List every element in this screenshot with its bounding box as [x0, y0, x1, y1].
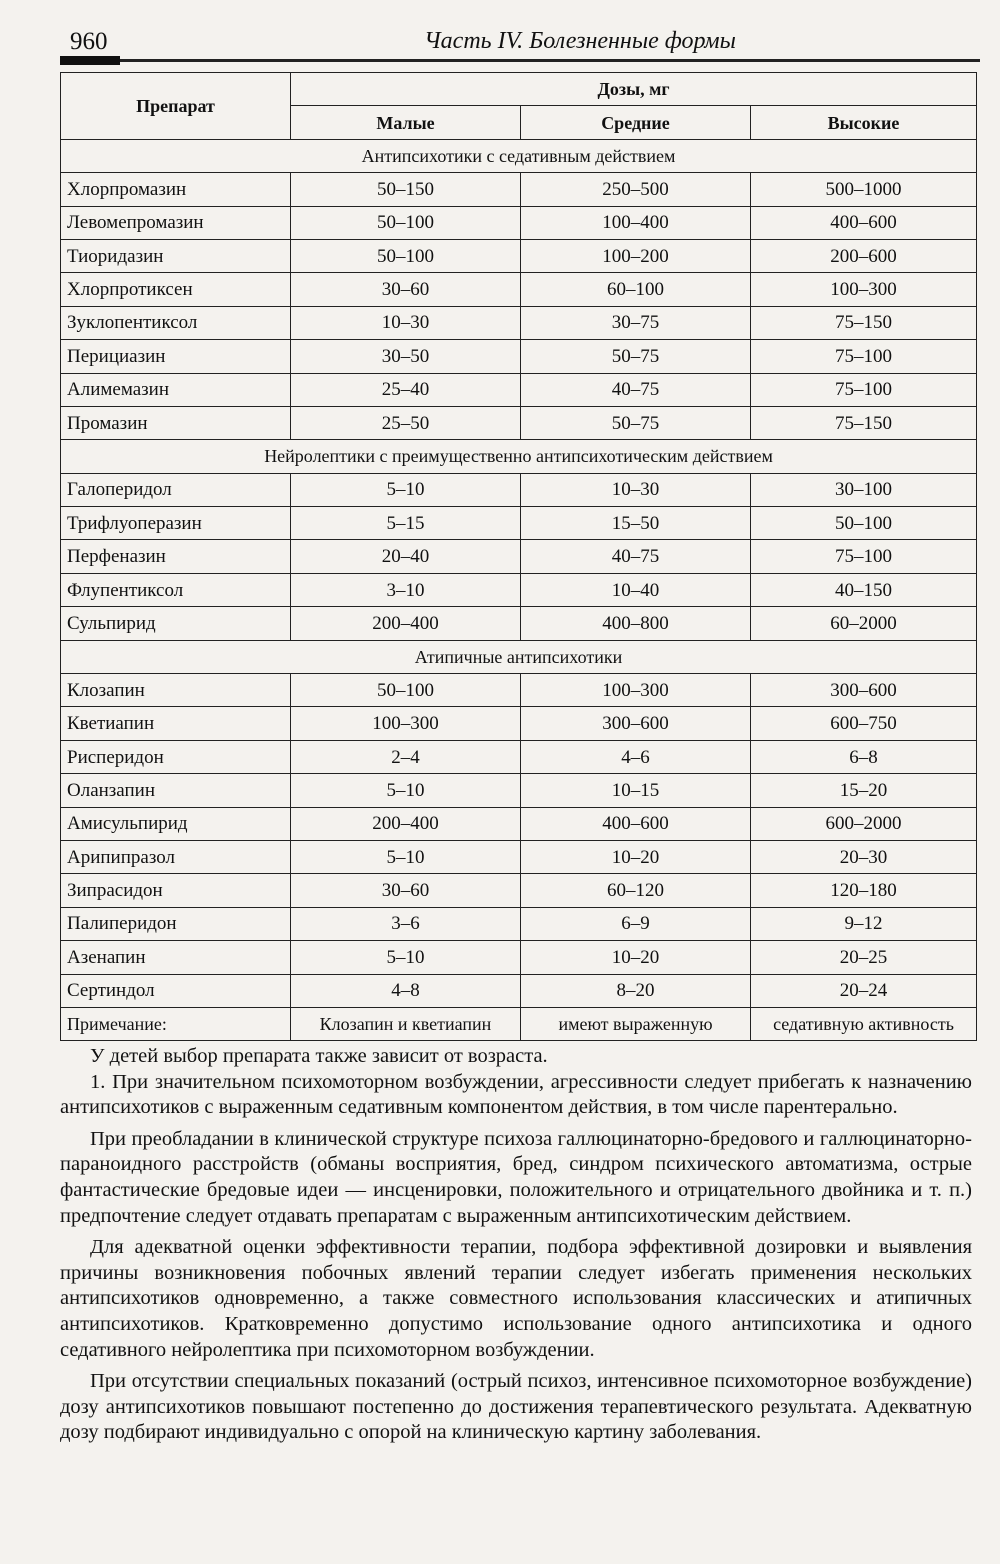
- table-row: [61, 406, 977, 439]
- dose-high: 600–750: [751, 707, 977, 740]
- drug-name: Рисперидон: [61, 740, 291, 773]
- dose-low: 50–100: [291, 206, 521, 239]
- dose-low: 50–150: [291, 173, 521, 206]
- dose-mid: 6–9: [521, 907, 751, 940]
- table-row: [61, 941, 977, 974]
- dose-low: 5–10: [291, 774, 521, 807]
- drug-name: Палиперидон: [61, 907, 291, 940]
- dose-high: 9–12: [751, 907, 977, 940]
- dose-high: 6–8: [751, 740, 977, 773]
- table-row: [61, 740, 977, 773]
- page-number: 960: [70, 28, 108, 55]
- drug-name: Промазин: [61, 406, 291, 439]
- dose-high: 600–2000: [751, 807, 977, 840]
- section-title: Атипичные антипсихотики: [61, 640, 977, 673]
- drug-name: Сертиндол: [61, 974, 291, 1007]
- dose-mid: 40–75: [521, 540, 751, 573]
- table-row: [61, 340, 977, 373]
- table-row: [61, 607, 977, 640]
- dose-low: 5–10: [291, 473, 521, 506]
- table-row: [61, 840, 977, 873]
- section-title: Антипсихотики с седативным действием: [61, 139, 977, 172]
- table-body: [61, 139, 977, 1041]
- dose-low: 5–15: [291, 507, 521, 540]
- dose-mid: 300–600: [521, 707, 751, 740]
- table-row: [61, 774, 977, 807]
- paragraph: 1. При значительном психомоторном возбуждении, агрессивности следует прибегать к назначению антипсихотиков с выраженным седативным компонентом действия, в том числе парентерально.: [60, 1070, 972, 1119]
- table-row: [61, 707, 977, 740]
- dose-high: 40–150: [751, 573, 977, 606]
- drug-name: Клозапин: [61, 674, 291, 707]
- drug-name: Арипипразол: [61, 840, 291, 873]
- note-mid: имеют выраженную: [521, 1007, 751, 1040]
- dose-high: 75–100: [751, 540, 977, 573]
- dose-high: 120–180: [751, 874, 977, 907]
- dose-high: 15–20: [751, 774, 977, 807]
- dose-mid: 10–40: [521, 573, 751, 606]
- dose-low: 10–30: [291, 306, 521, 339]
- header-drug: Препарат: [61, 73, 291, 140]
- dose-high: 500–1000: [751, 173, 977, 206]
- dose-mid: 60–120: [521, 874, 751, 907]
- section-row: [61, 640, 977, 673]
- dose-high: 75–100: [751, 373, 977, 406]
- header-low: Малые: [291, 106, 521, 139]
- dose-low: 25–40: [291, 373, 521, 406]
- page-header: [60, 22, 980, 58]
- table-row: [61, 874, 977, 907]
- drug-name: Перфеназин: [61, 540, 291, 573]
- header-doses: Дозы, мг: [291, 73, 977, 106]
- dose-mid: 250–500: [521, 173, 751, 206]
- drug-name: Кветиапин: [61, 707, 291, 740]
- dose-mid: 50–75: [521, 406, 751, 439]
- running-title: Часть IV. Болезненные формы: [424, 28, 736, 54]
- drug-name: Левомепромазин: [61, 206, 291, 239]
- dose-mid: 8–20: [521, 974, 751, 1007]
- drug-name: Галоперидол: [61, 473, 291, 506]
- dose-mid: 60–100: [521, 273, 751, 306]
- drug-name: Азенапин: [61, 941, 291, 974]
- drug-name: Тиоридазин: [61, 239, 291, 272]
- dose-high: 20–24: [751, 974, 977, 1007]
- dose-high: 60–2000: [751, 607, 977, 640]
- header-rule-mark: [60, 56, 120, 65]
- table-row: [61, 239, 977, 272]
- drug-name: Зипрасидон: [61, 874, 291, 907]
- section-title: Нейролептики с преимущественно антипсихотическим действием: [61, 440, 977, 473]
- dose-high: 20–30: [751, 840, 977, 873]
- body-text: [60, 1044, 972, 1446]
- dose-high: 400–600: [751, 206, 977, 239]
- table-row: [61, 373, 977, 406]
- table-row: [61, 674, 977, 707]
- dose-low: 30–60: [291, 874, 521, 907]
- table-row: [61, 974, 977, 1007]
- header-mid: Средние: [521, 106, 751, 139]
- paragraph: При отсутствии специальных показаний (острый психоз, интенсивное психомоторное возбуждение) дозу антипсихотиков повышают постепенно до достижения терапевтического результата. Адекватную дозу подбирают индивидуально с опорой на клиническую картину заболевания.: [60, 1370, 972, 1444]
- dose-low: 50–100: [291, 239, 521, 272]
- dose-high: 50–100: [751, 507, 977, 540]
- table-row: [61, 306, 977, 339]
- dose-mid: 400–800: [521, 607, 751, 640]
- drug-name: Хлорпромазин: [61, 173, 291, 206]
- dose-low: 4–8: [291, 974, 521, 1007]
- drug-name: Амисульпирид: [61, 807, 291, 840]
- dose-high: 200–600: [751, 239, 977, 272]
- drug-name: Перициазин: [61, 340, 291, 373]
- table-row: [61, 573, 977, 606]
- paragraph: Для адекватной оценки эффективности терапии, подбора эффективной дозировки и выявления причины возникновения побочных явлений терапии следует избегать применения нескольких антипсихотиков одновременно, а также совместного использования классических и атипичных антипсихотиков. Кратковременно допустимо использование одного антипсихотика и одного седативного нейролептика при психомоторном возбуждении.: [60, 1236, 972, 1361]
- dose-low: 100–300: [291, 707, 521, 740]
- dose-low: 3–10: [291, 573, 521, 606]
- dose-low: 3–6: [291, 907, 521, 940]
- table-row: [61, 907, 977, 940]
- dose-mid: 15–50: [521, 507, 751, 540]
- dose-low: 30–50: [291, 340, 521, 373]
- dose-low: 5–10: [291, 840, 521, 873]
- dose-mid: 100–300: [521, 674, 751, 707]
- drug-name: Зуклопентиксол: [61, 306, 291, 339]
- dose-low: 5–10: [291, 941, 521, 974]
- note-low: Клозапин и кветиапин: [291, 1007, 521, 1040]
- dose-low: 200–400: [291, 607, 521, 640]
- table-row: [61, 173, 977, 206]
- dose-high: 100–300: [751, 273, 977, 306]
- dose-mid: 10–15: [521, 774, 751, 807]
- paragraph: У детей выбор препарата также зависит от возраста.: [90, 1045, 548, 1067]
- header-high: Высокие: [751, 106, 977, 139]
- dose-low: 50–100: [291, 674, 521, 707]
- section-row: [61, 440, 977, 473]
- dose-high: 300–600: [751, 674, 977, 707]
- table-row: [61, 540, 977, 573]
- dose-low: 20–40: [291, 540, 521, 573]
- dose-high: 30–100: [751, 473, 977, 506]
- dose-low: 30–60: [291, 273, 521, 306]
- dose-mid: 40–75: [521, 373, 751, 406]
- table-row: [61, 206, 977, 239]
- note-label: Примечание:: [61, 1007, 291, 1040]
- dose-mid: 10–30: [521, 473, 751, 506]
- dose-mid: 100–400: [521, 206, 751, 239]
- dose-high: 75–150: [751, 306, 977, 339]
- dose-mid: 10–20: [521, 941, 751, 974]
- dose-high: 75–150: [751, 406, 977, 439]
- drug-name: Сульпирид: [61, 607, 291, 640]
- dose-low: 25–50: [291, 406, 521, 439]
- drug-name: Трифлуоперазин: [61, 507, 291, 540]
- drug-name: Хлорпротиксен: [61, 273, 291, 306]
- dose-low: 200–400: [291, 807, 521, 840]
- drug-name: Оланзапин: [61, 774, 291, 807]
- note-high: седативную активность: [751, 1007, 977, 1040]
- dose-mid: 100–200: [521, 239, 751, 272]
- dose-high: 75–100: [751, 340, 977, 373]
- dose-high: 20–25: [751, 941, 977, 974]
- drug-name: Алимемазин: [61, 373, 291, 406]
- paragraph: При преобладании в клинической структуре психоза галлюцинаторно-бредового и галлюцинаторно-параноидного расстройств (обманы восприятия, бред, синдром психического автоматизма, острые фантастические бредовые идеи — инсценировки, положительного и отрицательного двойника и т. п.) предпочтение следует отдавать препаратам с выраженным антипсихотическим действием.: [60, 1127, 972, 1227]
- dose-low: 2–4: [291, 740, 521, 773]
- table-row: [61, 507, 977, 540]
- drug-name: Флупентиксол: [61, 573, 291, 606]
- header-rule: [60, 59, 980, 62]
- note-row: [61, 1007, 977, 1040]
- section-row: [61, 139, 977, 172]
- dose-mid: 10–20: [521, 840, 751, 873]
- dose-mid: 30–75: [521, 306, 751, 339]
- table-row: [61, 473, 977, 506]
- dose-mid: 4–6: [521, 740, 751, 773]
- table-row: [61, 273, 977, 306]
- dose-mid: 400–600: [521, 807, 751, 840]
- dose-mid: 50–75: [521, 340, 751, 373]
- table-row: [61, 807, 977, 840]
- dose-table: [60, 72, 977, 1041]
